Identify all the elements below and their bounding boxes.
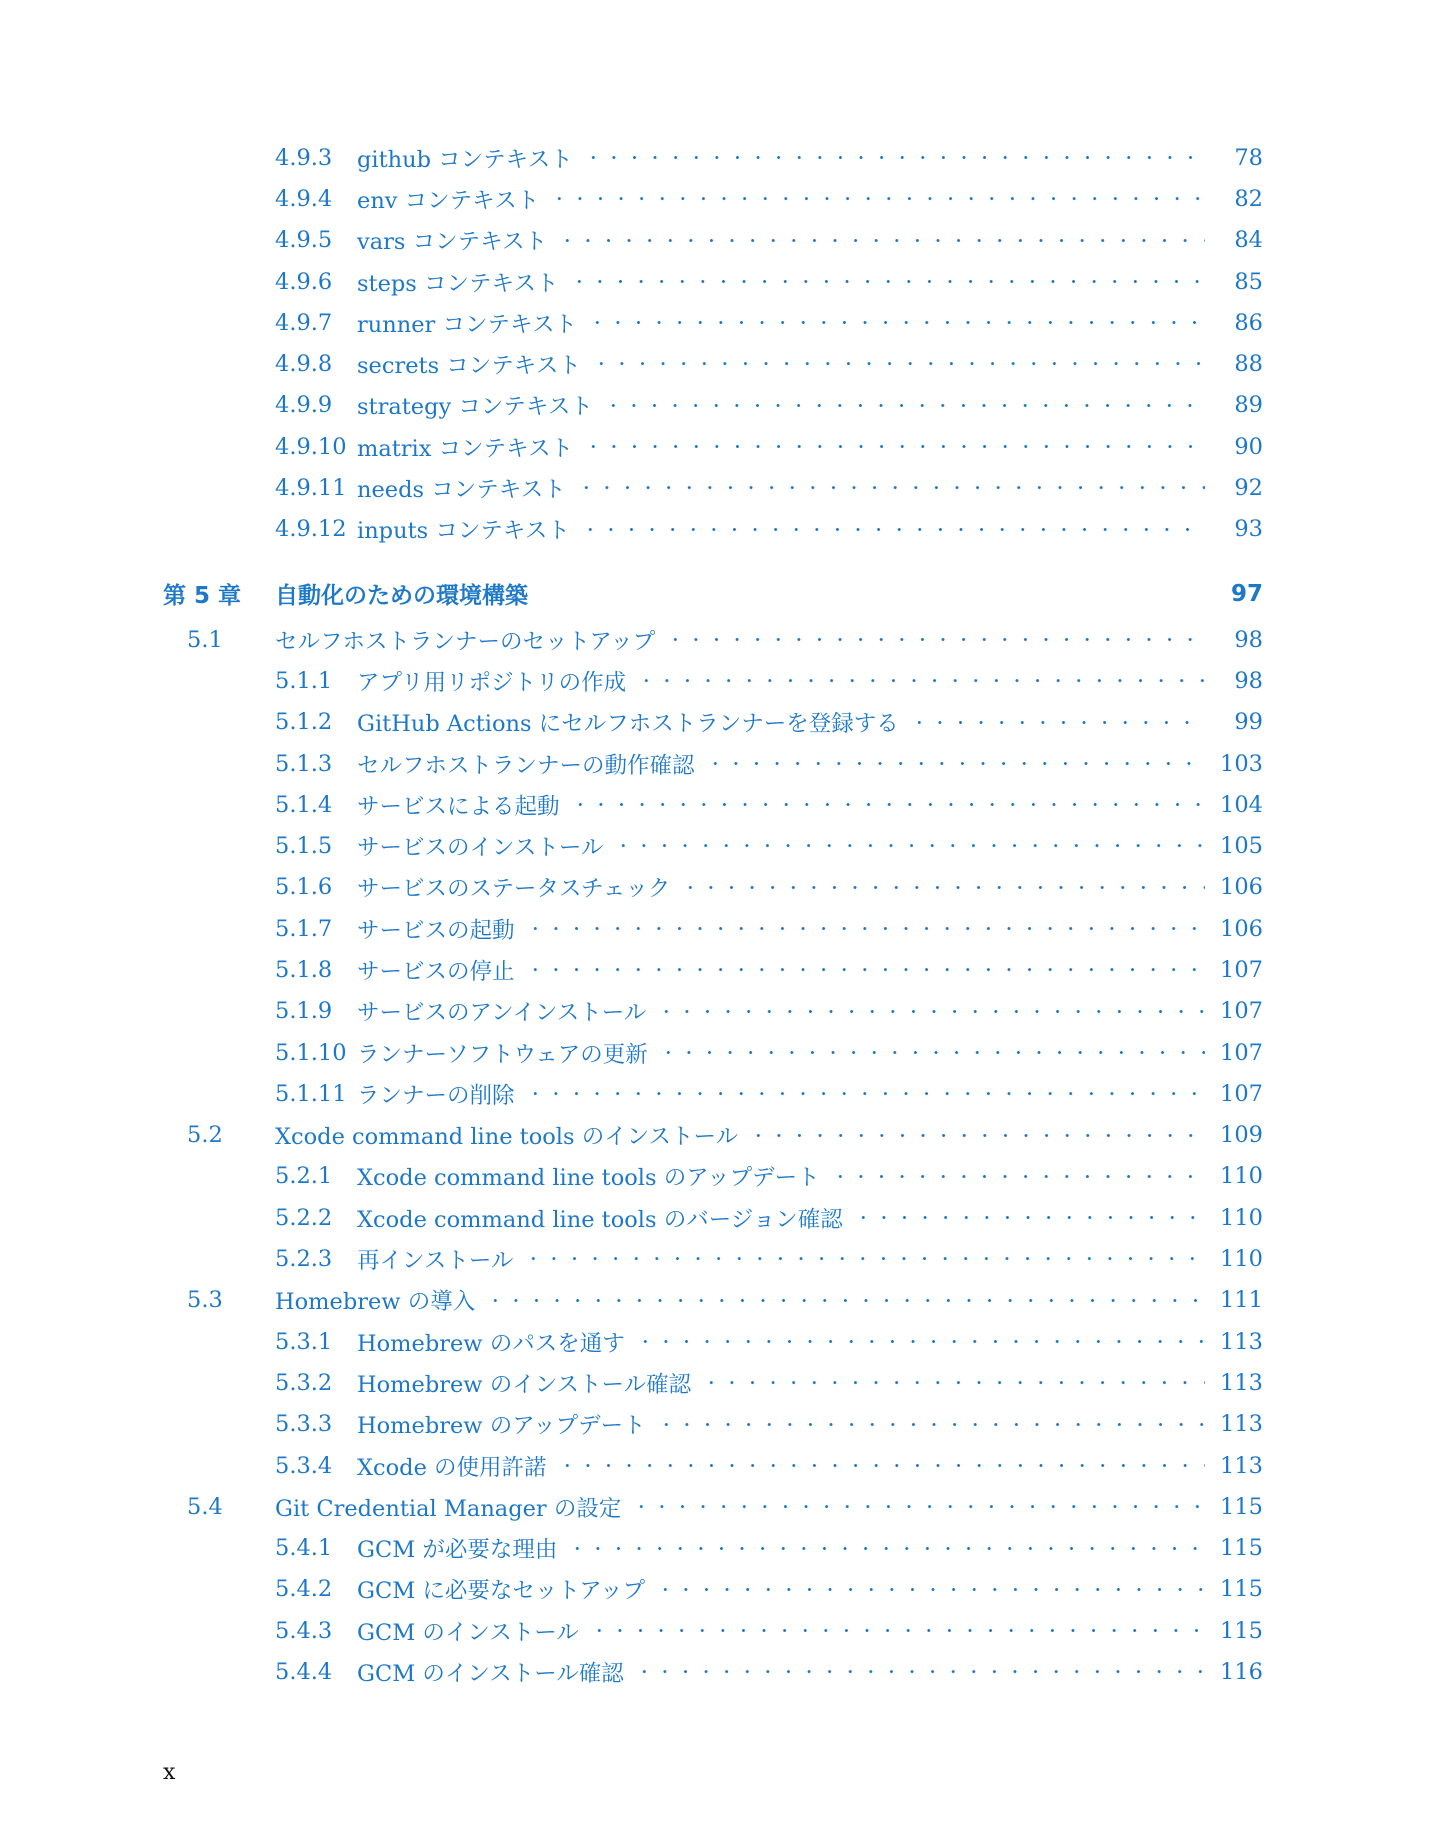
toc-entry-title: Xcode command line tools のバージョン確認 — [357, 1202, 853, 1234]
toc-entry-number: 5.1 — [187, 626, 223, 653]
toc-entry-page-number: 116 — [1220, 1659, 1263, 1686]
toc-dot-leader — [656, 991, 1205, 1032]
toc-dot-leader — [525, 908, 1205, 949]
toc-section-entry[interactable] — [163, 1280, 1263, 1321]
toc-entry-page-number: 107 — [1220, 998, 1263, 1025]
toc-subsection-entry[interactable] — [163, 991, 1263, 1032]
toc-entry-title: matrix コンテキスト — [357, 431, 583, 463]
toc-entry-page-number: 85 — [1234, 268, 1263, 295]
toc-entry-number: 第 5 章 — [163, 583, 242, 610]
toc-entry-title: ランナーソフトウェアの更新 — [357, 1037, 658, 1069]
toc-subsection-entry[interactable] — [163, 1032, 1263, 1073]
toc-subsection-entry[interactable] — [163, 949, 1263, 990]
toc-entry-title: vars コンテキスト — [357, 224, 557, 256]
toc-entry-title: inputs コンテキスト — [357, 513, 580, 545]
toc-entry-number: 5.2.2 — [275, 1204, 333, 1231]
toc-entry-title: サービスのインストール — [357, 830, 613, 862]
toc-entry-page-number: 99 — [1234, 709, 1263, 736]
toc-subsection-entry[interactable] — [163, 343, 1263, 384]
toc-subsection-entry[interactable] — [163, 867, 1263, 908]
toc-dot-leader — [830, 1156, 1205, 1197]
toc-subsection-entry[interactable] — [163, 178, 1263, 219]
toc-entry-title: Xcode command line tools のアップデート — [357, 1160, 830, 1192]
toc-entry-number: 4.9.9 — [275, 392, 333, 419]
toc-entry-number: 5.2 — [187, 1122, 223, 1149]
toc-subsection-entry[interactable] — [163, 467, 1263, 508]
toc-entry-title: サービスの停止 — [357, 954, 525, 986]
toc-subsection-entry[interactable] — [163, 702, 1263, 743]
toc-subsection-entry[interactable] — [163, 509, 1263, 550]
toc-entry-number: 5.1.9 — [275, 998, 333, 1025]
toc-dot-leader — [549, 178, 1205, 219]
toc-entry-title: env コンテキスト — [357, 183, 549, 215]
toc-entry-number: 4.9.3 — [275, 144, 333, 171]
toc-entry-page-number: 110 — [1220, 1204, 1263, 1231]
toc-dot-leader — [656, 1404, 1205, 1445]
page-number-footer: x — [163, 1760, 176, 1785]
toc-entry-page-number: 113 — [1220, 1328, 1263, 1355]
toc-entry-title: セルフホストランナーの動作確認 — [357, 748, 705, 780]
toc-subsection-entry[interactable] — [163, 220, 1263, 261]
toc-entry-number: 4.9.6 — [275, 268, 333, 295]
toc-dot-leader — [569, 261, 1205, 302]
toc-entry-page-number: 105 — [1220, 833, 1263, 860]
toc-subsection-entry[interactable] — [163, 660, 1263, 701]
toc-entry-page-number: 115 — [1220, 1493, 1263, 1520]
toc-entry-title: Homebrew のアップデート — [357, 1408, 656, 1440]
toc-dot-leader — [523, 1238, 1205, 1279]
toc-entry-number: 5.1.6 — [275, 874, 333, 901]
toc-entry-number: 5.1.10 — [275, 1039, 347, 1066]
toc-entry-title: アプリ用リポジトリの作成 — [357, 665, 636, 697]
toc-entry-page-number: 78 — [1234, 144, 1263, 171]
toc-subsection-entry[interactable] — [163, 426, 1263, 467]
toc-entry-page-number: 115 — [1220, 1576, 1263, 1603]
toc-dot-leader — [485, 1280, 1205, 1321]
toc-entry-number: 5.1.3 — [275, 750, 333, 777]
toc-entry-title: セルフホストランナーのセットアップ — [275, 624, 665, 656]
toc-dot-leader — [583, 137, 1205, 178]
toc-entry-page-number: 82 — [1234, 185, 1263, 212]
toc-entry-number: 4.9.10 — [275, 433, 347, 460]
toc-entry-number: 5.1.1 — [275, 667, 333, 694]
toc-subsection-entry[interactable] — [163, 784, 1263, 825]
toc-subsection-entry[interactable] — [163, 1404, 1263, 1445]
toc-entry-number: 5.4 — [187, 1493, 223, 1520]
toc-dot-leader — [635, 1321, 1205, 1362]
toc-dot-leader — [705, 743, 1205, 784]
toc-entry-title: Xcode command line tools のインストール — [275, 1119, 748, 1151]
toc-dot-leader — [655, 1569, 1205, 1610]
toc-entry-page-number: 98 — [1234, 626, 1263, 653]
toc-subsection-entry[interactable] — [163, 1156, 1263, 1197]
toc-section-entry[interactable] — [163, 619, 1263, 660]
toc-entry-title: Git Credential Manager の設定 — [275, 1491, 631, 1523]
toc-dot-leader — [701, 1362, 1205, 1403]
toc-dot-leader — [591, 343, 1205, 384]
toc-dot-leader — [576, 467, 1205, 508]
toc-entry-number: 4.9.4 — [275, 185, 333, 212]
toc-dot-leader — [589, 1610, 1205, 1651]
toc-entry-number: 5.1.4 — [275, 791, 333, 818]
toc-entry-page-number: 113 — [1220, 1452, 1263, 1479]
toc-entry-title: github コンテキスト — [357, 142, 583, 174]
toc-dot-leader — [525, 1073, 1205, 1114]
toc-dot-leader — [636, 660, 1205, 701]
toc-entry-title: strategy コンテキスト — [357, 389, 603, 421]
toc-entry-page-number: 86 — [1234, 309, 1263, 336]
toc-chapter-entry[interactable] — [163, 571, 1263, 617]
toc-dot-leader — [909, 702, 1205, 743]
toc-entry-page-number: 90 — [1234, 433, 1263, 460]
toc-entry-title: Homebrew のインストール確認 — [357, 1367, 701, 1399]
toc-entry-title: GCM のインストール — [357, 1615, 589, 1647]
toc-subsection-entry[interactable] — [163, 825, 1263, 866]
toc-subsection-entry[interactable] — [163, 1362, 1263, 1403]
toc-entry-title: サービスによる起動 — [357, 789, 570, 821]
toc-subsection-entry[interactable] — [163, 1073, 1263, 1114]
toc-entry-page-number: 93 — [1234, 516, 1263, 543]
toc-entry-title: needs コンテキスト — [357, 472, 576, 504]
toc-entry-page-number: 98 — [1234, 667, 1263, 694]
toc-entry-title: GCM が必要な理由 — [357, 1532, 567, 1564]
toc-subsection-entry[interactable] — [163, 1321, 1263, 1362]
toc-entry-page-number: 89 — [1234, 392, 1263, 419]
toc-entry-page-number: 107 — [1220, 1080, 1263, 1107]
toc-entry-title: GCM のインストール確認 — [357, 1656, 634, 1688]
toc-entry-number: 5.1.8 — [275, 956, 333, 983]
toc-entry-number: 5.1.7 — [275, 915, 333, 942]
toc-entry-title: steps コンテキスト — [357, 266, 569, 298]
toc-dot-leader — [748, 1115, 1205, 1156]
toc-entry-title: 再インストール — [357, 1243, 523, 1275]
toc-entry-page-number: 110 — [1220, 1246, 1263, 1273]
toc-entry-number: 5.4.3 — [275, 1617, 333, 1644]
toc-entry-page-number: 107 — [1220, 1039, 1263, 1066]
toc-dot-leader — [634, 1651, 1205, 1692]
toc-dot-leader — [658, 1032, 1205, 1073]
toc-section-entry[interactable] — [163, 1115, 1263, 1156]
toc-entry-page-number: 97 — [1230, 580, 1263, 607]
toc-entry-number: 5.3.3 — [275, 1411, 333, 1438]
toc-subsection-entry[interactable] — [163, 1569, 1263, 1610]
toc-entry-title: サービスのアンインストール — [357, 995, 656, 1027]
toc-entry-number: 5.3.1 — [275, 1328, 333, 1355]
toc-subsection-entry[interactable] — [163, 1197, 1263, 1238]
toc-entry-title: Homebrew の導入 — [275, 1284, 485, 1316]
toc-entry-title: GCM に必要なセットアップ — [357, 1573, 655, 1605]
toc-dot-leader — [557, 220, 1205, 261]
toc-entry-number: 5.1.2 — [275, 709, 333, 736]
toc-entry-page-number: 110 — [1220, 1163, 1263, 1190]
table-of-contents — [163, 137, 1263, 1693]
toc-entry-title: secrets コンテキスト — [357, 348, 591, 380]
toc-entry-number: 5.4.1 — [275, 1535, 333, 1562]
toc-subsection-entry[interactable] — [163, 908, 1263, 949]
toc-dot-leader — [613, 825, 1205, 866]
toc-entry-number: 4.9.5 — [275, 227, 333, 254]
toc-subsection-entry[interactable] — [163, 1445, 1263, 1486]
toc-entry-number: 5.1.11 — [275, 1080, 347, 1107]
toc-dot-leader — [680, 867, 1205, 908]
toc-entry-page-number: 111 — [1220, 1287, 1263, 1314]
toc-entry-number: 4.9.8 — [275, 351, 333, 378]
toc-subsection-entry[interactable] — [163, 743, 1263, 784]
toc-entry-title: Xcode の使用許諾 — [357, 1450, 557, 1482]
toc-subsection-entry[interactable] — [163, 1528, 1263, 1569]
toc-section-entry[interactable] — [163, 1486, 1263, 1527]
toc-entry-number: 5.3 — [187, 1287, 223, 1314]
toc-entry-page-number: 106 — [1220, 915, 1263, 942]
toc-subsection-entry[interactable] — [163, 302, 1263, 343]
toc-entry-page-number: 107 — [1220, 956, 1263, 983]
toc-entry-title: ランナーの削除 — [357, 1078, 525, 1110]
toc-entry-number: 5.4.4 — [275, 1659, 333, 1686]
toc-entry-title: GitHub Actions にセルフホストランナーを登録する — [357, 706, 909, 738]
toc-dot-leader — [631, 1486, 1205, 1527]
toc-subsection-entry[interactable] — [163, 1651, 1263, 1692]
toc-dot-leader — [587, 302, 1205, 343]
toc-subsection-entry[interactable] — [163, 1610, 1263, 1651]
toc-entry-page-number: 113 — [1220, 1369, 1263, 1396]
toc-entry-number: 5.3.2 — [275, 1369, 333, 1396]
toc-entry-page-number: 104 — [1220, 791, 1263, 818]
toc-dot-leader — [583, 426, 1205, 467]
toc-subsection-entry[interactable] — [163, 385, 1263, 426]
toc-dot-leader — [570, 784, 1205, 825]
toc-entry-page-number: 115 — [1220, 1535, 1263, 1562]
toc-entry-number: 5.3.4 — [275, 1452, 333, 1479]
toc-entry-page-number: 115 — [1220, 1617, 1263, 1644]
toc-subsection-entry[interactable] — [163, 261, 1263, 302]
toc-entry-title: サービスの起動 — [357, 913, 525, 945]
toc-entry-page-number: 109 — [1220, 1122, 1263, 1149]
toc-entry-title: runner コンテキスト — [357, 307, 587, 339]
toc-entry-page-number: 84 — [1234, 227, 1263, 254]
toc-entry-page-number: 103 — [1220, 750, 1263, 777]
toc-entry-number: 4.9.12 — [275, 516, 347, 543]
toc-entry-number: 4.9.7 — [275, 309, 333, 336]
toc-subsection-entry[interactable] — [163, 137, 1263, 178]
toc-dot-leader — [525, 949, 1205, 990]
toc-dot-leader — [603, 385, 1205, 426]
toc-dot-leader — [557, 1445, 1205, 1486]
toc-entry-page-number: 113 — [1220, 1411, 1263, 1438]
toc-dot-leader — [580, 509, 1205, 550]
toc-dot-leader — [853, 1197, 1205, 1238]
toc-entry-number: 5.4.2 — [275, 1576, 333, 1603]
toc-dot-leader — [665, 619, 1205, 660]
toc-entry-number: 5.1.5 — [275, 833, 333, 860]
toc-entry-title: 自動化のための環境構築 — [275, 577, 538, 610]
toc-dot-leader — [567, 1528, 1205, 1569]
toc-subsection-entry[interactable] — [163, 1238, 1263, 1279]
toc-entry-page-number: 92 — [1234, 475, 1263, 502]
toc-entry-page-number: 106 — [1220, 874, 1263, 901]
toc-entry-number: 5.2.1 — [275, 1163, 333, 1190]
toc-entry-title: サービスのステータスチェック — [357, 871, 680, 903]
toc-entry-page-number: 88 — [1234, 351, 1263, 378]
toc-entry-number: 4.9.11 — [275, 475, 347, 502]
toc-entry-title: Homebrew のパスを通す — [357, 1326, 635, 1358]
toc-entry-number: 5.2.3 — [275, 1246, 333, 1273]
